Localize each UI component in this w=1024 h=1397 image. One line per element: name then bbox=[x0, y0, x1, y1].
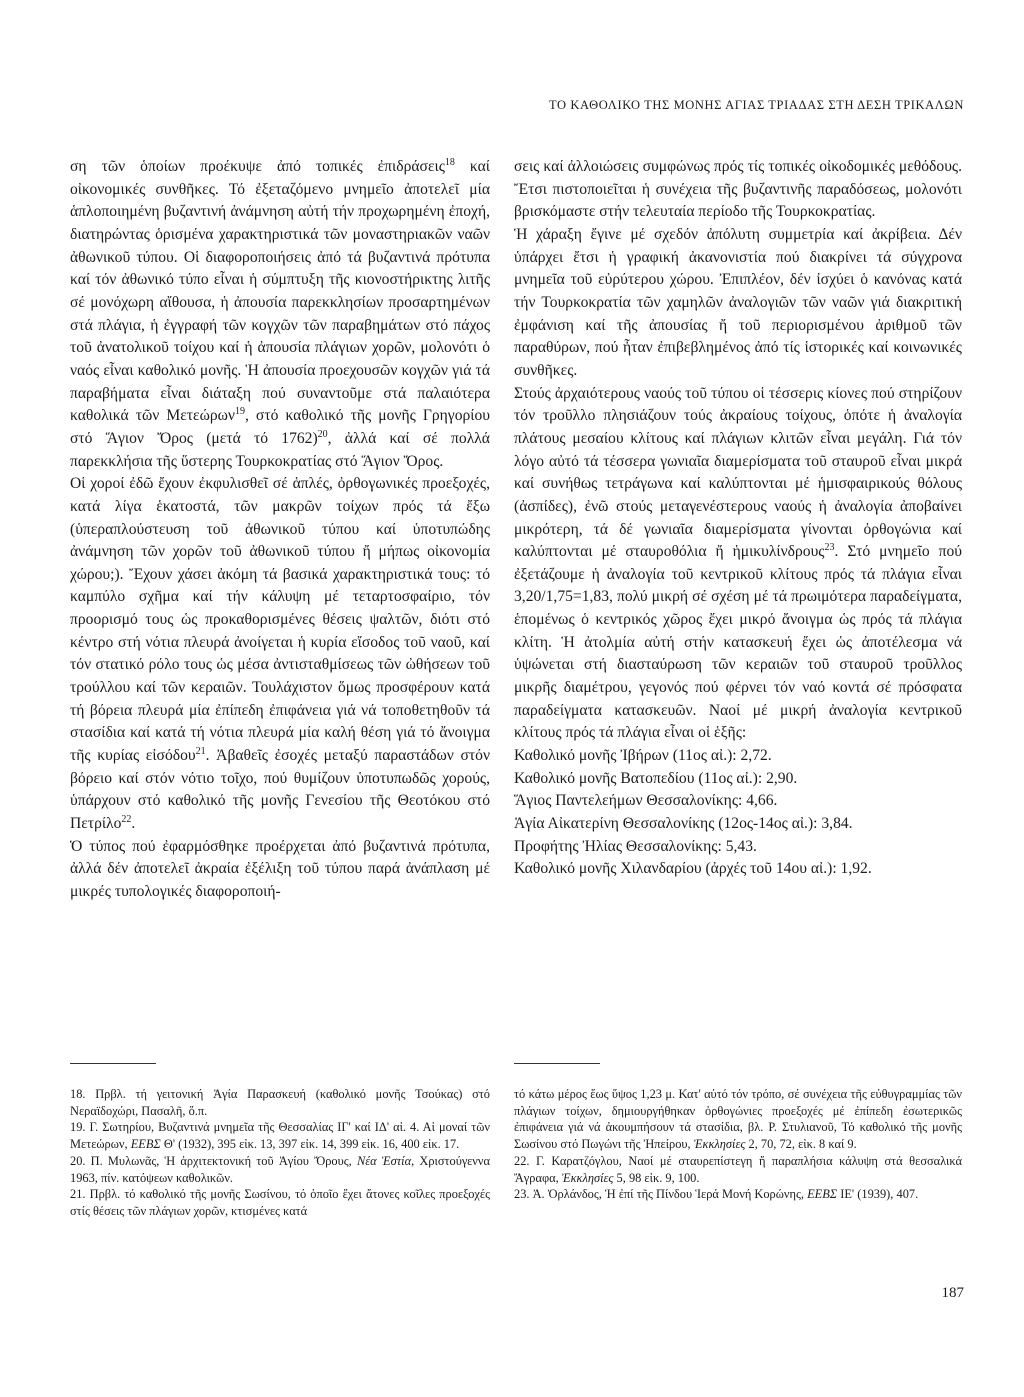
footnote: 20. Π. Μυλωνᾶς, Ἡ ἀρχιτεκτονική τοῦ Ἁγίου Ὄρους, Νέα Ἑστία, Χριστούγεννα 1963, πίν. κατόψεων καθολικῶν. bbox=[70, 1153, 491, 1185]
list-item: Καθολικό μονῆς Χιλανδαρίου (ἀρχές τοῦ 14ου αἰ.): 1,92. bbox=[514, 860, 872, 878]
paragraph: ση τῶν ὁποίων προέκυψε ἀπό τοπικές ἐπιδράσεις$^{18}$ καί οἰκονομικές συνθῆκες. Τό ἐξεταζόμενο μνημεῖο ἀποτελεῖ μία ἁπλοποιημένη βυζαντινή ἀνάμνηση αὐτή τήν προχωρημένη ἐποχή, διατηρώντας ὁρισμένα χαρακτηριστικά τῶν μοναστηριακῶν ναῶν ἀθωνικοῦ τύπου. Οἱ διαφοροποιήσεις ἀπό τά βυζαντινά πρότυπα καί τόν ἀθωνικό τύπο εἶναι ἡ σύμπτυξη τῆς κιονοστήρικτης λιτῆς σέ μονόχωρη αἴθουσα, ἡ ἀπουσία παρεκκλησίων προσαρτημένων στά πλάγια, ἡ ἐγγραφή τῶν κογχῶν τῶν παραβημάτων στό πάχος τοῦ ἀνατολικοῦ τοίχου καί ἡ ἀπουσία πλάγιων χορῶν, μολονότι ὁ ναός εἶναι καθολικό μονῆς. Ἡ ἀπουσία προεχουσῶν κογχῶν γιά τά παραβήματα εἶναι διάταξη πού συναντοῦμε στά παλαιότερα καθολικά τῶν Μετεώρων$^{19}$, στό καθολικό τῆς μονῆς Γρηγορίου στό Ἅγιον Ὄρος (μετά τό 1762)$^{20}$, ἀλλά καί σέ πολλά παρεκκλήσια τῆς ὕστερης Τουρκοκρατίας στό Ἅγιον Ὄρος. bbox=[70, 156, 490, 470]
footnote: 21. Πρβλ. τό καθολικό τῆς μονῆς Σωσίνου, τό ὁποῖο ἔχει ἄτονες κοῖλες προεξοχές στίς θέσεις τῶν πλάγιων χορῶν, κτισμένες κατά bbox=[70, 1187, 490, 1218]
footnotes-left bbox=[70, 1086, 490, 1220]
paragraph: Στούς ἀρχαιότερους ναούς τοῦ τύπου οἱ τέσσερις κίονες πού στηρίζουν τόν τροῦλλο πλησιάζουν τούς ἀκραίους τοίχους, ὁπότε ἡ ἀναλογία πλάτους μεσαίου κλίτους καί πλάγιων κλιτῶν εἶναι μεγάλη. Γιά τόν λόγο αὐτό τά τέσσερα γωνιαῖα διαμερίσματα τοῦ σταυροῦ εἶναι μικρά καί συνήθως τετράγωνα καί καλύπτονται μέ ἡμισφαιρικούς θόλους (ἀσπίδες), ἐνῶ στούς μεταγενέστερους ναούς ἡ ἀναλογία ἀποβαίνει μικρότερη, τά δέ γωνιαῖα διαμερίσματα γίνονται ὀρθογώνια καί καλύπτονται μέ σταυροθόλια ἤ ἡμικυλίνδρους$^{23}$. Στό μνημεῖο πού ἐξετάζουμε ἡ ἀναλογία τοῦ κεντρικοῦ κλίτους πρός τά πλάγια εἶναι 3,20/1,75=1,83, πολύ μικρή σέ σχέση μέ τά πρωιμότερα παραδείγματα, ἑπομένως ὁ κεντρικός χῶρος ἔχει μικρό ἄνοιγμα ὡς πρός τά πλάγια κλίτη. Ἡ ἀτολμία αὐτή στήν κατασκευή ἔχει ὡς ἀποτέλεσμα νά ὑψώνεται στή διασταύρωση τῶν κεραιῶν τοῦ σταυροῦ τροῦλλος μικρῆς διαμέτρου, γεγονός πού φέρνει τόν ναό κοντά σέ πρόσφατα παραδείγματα κατασκευῶν. Ναοί μέ μικρή ἀναλογία κεντρικοῦ κλίτους πρός τά πλάγια εἶναι οἱ ἑξῆς: bbox=[514, 384, 963, 742]
paragraph: Ὁ τύπος πού ἐφαρμόσθηκε προέρχεται ἀπό βυζαντινά πρότυπα, ἀλλά δέν ἀποτελεῖ ἀκραία ἐξέλιξη τοῦ τύπου παρά ἀνάπλαση μέ μικρές τυπολογικές διαφοροποιή- bbox=[70, 837, 490, 900]
footnote: 22. Γ. Καρατζόγλου, Ναοί μέ σταυρεπίστεγη ἤ παραπλήσια κάλυψη στά θεσσαλικά Ἄγραφα, Ἐκκλησίες 5, 98 εἰκ. 9, 100. bbox=[514, 1153, 962, 1185]
footnote-divider bbox=[70, 1063, 156, 1064]
footnote: 23. Ἀ. Ὀρλάνδος, Ἡ ἐπί τῆς Πίνδου Ἱερά Μονή Κορώνης, ΕΕΒΣ ΙΕ' (1939), 407. bbox=[514, 1187, 919, 1202]
page-number: 187 bbox=[941, 1285, 964, 1301]
list-item: Καθολικό μονῆς Βατοπεδίου (11ος αἰ.): 2,90. bbox=[514, 769, 798, 787]
footnote: τό κάτω μέρος ἕως ὕψος 1,23 μ. Κατ' αὐτό τόν τρόπο, σέ συνέχεια τῆς εὐθυγραμμίας τῶν πλάγιων τοίχων, δημιουργήθηκαν ὀρθογώνιες προεξοχές μέ ἐπίπεδη ἐσωτερικῶς ἐπιφάνεια γιά νά ἀκουμπήσουν τά στασίδια, βλ. Ρ. Στυλιανοῦ, Τό καθολικό τῆς μονῆς Σωσίνου στό Πωγώνι τῆς Ἠπείρου, Ἐκκλησίες 2, 70, 72, εἰκ. 8 καί 9. bbox=[514, 1087, 962, 1152]
list-item: Προφήτης Ἠλίας Θεσσαλονίκης: 5,43. bbox=[514, 837, 757, 855]
paragraph: Οἱ χοροί ἐδῶ ἔχουν ἐκφυλισθεῖ σέ ἁπλές, ὀρθογωνικές προεξοχές, κατά λίγα ἑκατοστά, τῶν μακρῶν τοίχων πρός τά ἔξω (ὑπεραπλούστευση τοῦ ἀθωνικοῦ τύπου καί ὑποτυπώδης ἀνάμνηση τῶν χορῶν τοῦ ἀθωνικοῦ τύπου ἤ μήπως οἰκονομία χώρου;). Ἔχουν χάσει ἀκόμη τά βασικά χαρακτηριστικά τους: τό καμπύλο σχῆμα καί τήν κάλυψη μέ τεταρτοσφαίριο, τόν προορισμό τους ὡς προκαθορισμένες θέσεις ψαλτῶν, διότι στό κέντρο στή νότια πλευρά ἀνοίγεται ἡ κυρία εἴσοδος τοῦ ναοῦ, καί τόν στατικό ρόλο τους ὡς μέσα ἀντισταθμίσεως τῶν ὠθήσεων τοῦ τρούλλου καί τῶν κεραιῶν. Τουλάχιστον ὅμως προσφέρουν κατά τή βόρεια πλευρά μία ἐπίπεδη ἐπιφάνεια γιά νά τοποθετηθοῦν τά στασίδια καί κατά τή νότια πλευρά μία καλή θέση γιά τό ἄνοιγμα τῆς κυρίας εἰσόδου$^{21}$. Ἀβαθεῖς ἐσοχές μεταξύ παραστάδων στόν βόρειο καί στόν νότιο τοῖχο, πού θυμίζουν ὑποτυπωδῶς χορούς, ὑπάρχουν στό καθολικό τῆς μονῆς Γενεσίου τῆς Θεοτόκου στό Πετρίλο$^{22}$. bbox=[70, 475, 490, 833]
footnote-divider bbox=[514, 1063, 600, 1064]
footnotes-right bbox=[514, 1086, 962, 1203]
paragraph: σεις καί ἀλλοιώσεις συμφώνως πρός τίς τοπικές οἰκοδομικές μεθόδους. Ἔτσι πιστοποιεῖται ἡ συνέχεια τῆς βυζαντινῆς παραδόσεως, μολονότι βρισκόμαστε στήν τελευταία περίοδο τῆς Τουρκοκρατίας. bbox=[514, 158, 962, 221]
list-item: Καθολικό μονῆς Ἰβήρων (11ος αἰ.): 2,72. bbox=[514, 747, 772, 765]
left-text-column bbox=[70, 156, 490, 904]
ratio-list bbox=[514, 745, 962, 881]
footnote: 19. Γ. Σωτηρίου, Βυζαντινά μνημεῖα τῆς Θεσσαλίας ΙΓ' καί ΙΔ' αἰ. 4. Αἱ μοναί τῶν Μετεώρων, ΕΕΒΣ Θ' (1932), 395 εἰκ. 13, 397 εἰκ. 14, 399 εἰκ. 16, 400 εἰκ. 17. bbox=[70, 1120, 490, 1152]
running-header: ΤΟ ΚΑΘΟΛΙΚΟ ΤΗΣ ΜΟΝΗΣ ΑΓΙΑΣ ΤΡΙΑΔΑΣ ΣΤΗ ΔΕΣΗ ΤΡΙΚΑΛΩΝ bbox=[549, 98, 964, 112]
footnote: 18. Πρβλ. τή γειτονική Ἁγία Παρασκευή (καθολικό μονῆς Τσούκας) στό Νεραϊδοχώρι, Πασαλῆ, ὅ.π. bbox=[70, 1087, 490, 1118]
list-item: Ἁγία Αἰκατερίνη Θεσσαλονίκης (12ος-14ος αἰ.): 3,84. bbox=[514, 815, 853, 833]
right-text-column bbox=[514, 156, 962, 881]
paragraph: Ἡ χάραξη ἔγινε μέ σχεδόν ἀπόλυτη συμμετρία καί ἀκρίβεια. Δέν ὑπάρχει ἔτσι ἡ γραφική ἀκανονιστία πού διακρίνει τά σύγχρονα μνημεῖα τοῦ εὐρύτερου χώρου. Ἐπιπλέον, δέν ἰσχύει ὁ κανόνας κατά τήν Τουρκοκρατία τῶν χαμηλῶν ἀναλογιῶν τῶν ναῶν γιά διακριτική ἐμφάνιση καί τῆς ἀπουσίας ἤ τοῦ περιορισμένου ἀριθμοῦ τῶν παραθύρων, πού ἦταν ἐπιβεβλημένος ἀπό τίς ἱστορικές καί κοινωνικές συνθῆκες. bbox=[514, 225, 962, 379]
list-item: Ἅγιος Παντελεήμων Θεσσαλονίκης: 4,66. bbox=[514, 792, 778, 810]
